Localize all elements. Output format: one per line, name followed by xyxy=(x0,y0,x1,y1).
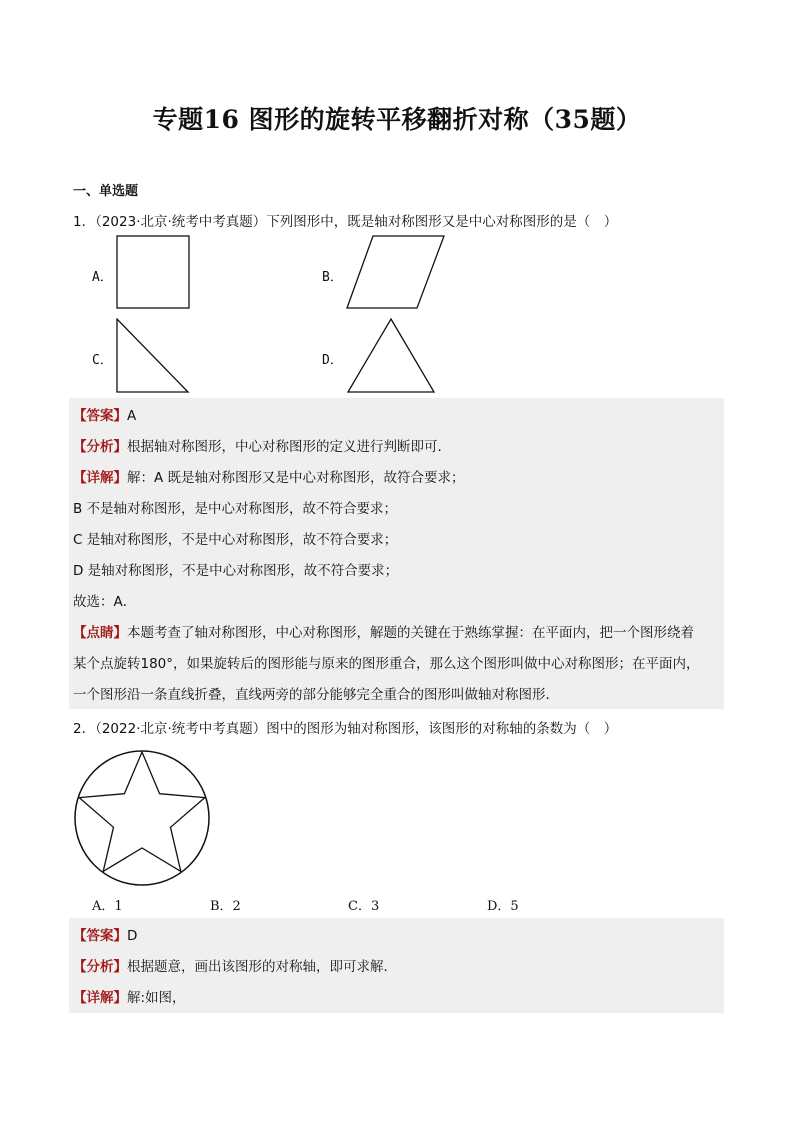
detail-tag: 【详解】 xyxy=(73,470,127,486)
q1-choose-line: 故选：A． xyxy=(73,594,137,610)
analysis-tag: 【分析】 xyxy=(73,439,127,455)
q1-square-figure xyxy=(116,235,191,310)
q1-detail-line xyxy=(73,466,465,486)
q2-detail-line xyxy=(73,986,186,1006)
answer-tag: 【答案】 xyxy=(73,408,127,424)
q2-star-in-circle-figure xyxy=(72,748,212,888)
section-heading: 一、单选题 xyxy=(73,184,139,199)
analysis-tag: 【分析】 xyxy=(73,959,127,975)
q1-comment-line-1 xyxy=(73,621,694,641)
q1-option-b-label: B． xyxy=(322,270,343,285)
q1-analysis-line xyxy=(73,435,451,455)
question-1-stem: 1．（2023·北京·统考中考真题）下列图形中，既是轴对称图形又是中心对称图形的是（ ） xyxy=(73,214,618,230)
q1-parallelogram-figure xyxy=(346,235,446,310)
q2-option-c: C．3 xyxy=(348,899,380,914)
q2-solution-panel xyxy=(69,918,724,1013)
analysis-text: 根据题意，画出该图形的对称轴，即可求解． xyxy=(127,959,397,975)
q2-analysis-line xyxy=(73,955,397,975)
comment-text-1: 本题考查了轴对称图形，中心对称图形，解题的关键在于熟练掌握：在平面内，把一个图形绕着 xyxy=(127,625,694,641)
q2-answer-line xyxy=(73,924,137,944)
comment-tag: 【点睛】 xyxy=(73,625,127,641)
q1-option-a-label: A． xyxy=(92,270,113,285)
page-title: 专题16 图形的旋转平移翻折对称（35题） xyxy=(152,105,642,134)
answer-value: A xyxy=(127,408,137,424)
q1-comment-line-3: 一个图形沿一条直线折叠，直线两旁的部分能够完全重合的图形叫做轴对称图形． xyxy=(73,687,559,703)
answer-tag: 【答案】 xyxy=(73,928,127,944)
detail-tag: 【详解】 xyxy=(73,990,127,1006)
detail-text: 解：A 既是轴对称图形又是中心对称图形，故符合要求； xyxy=(127,470,465,486)
q2-option-a: A．1 xyxy=(92,899,123,914)
q1-right-triangle-figure xyxy=(116,318,191,394)
q1-detail-c: C 是轴对称图形，不是中心对称图形，故不符合要求； xyxy=(73,532,398,548)
q1-triangle-figure xyxy=(346,318,436,394)
q1-answer-line xyxy=(73,404,136,424)
analysis-text: 根据轴对称图形，中心对称图形的定义进行判断即可． xyxy=(127,439,451,455)
detail-text: 解:如图， xyxy=(127,990,186,1006)
q2-option-d: D．5 xyxy=(487,899,519,914)
question-2-stem: 2．（2022·北京·统考中考真题）图中的图形为轴对称图形，该图形的对称轴的条数为（ ） xyxy=(73,721,618,737)
q1-detail-b: B 不是轴对称图形，是中心对称图形，故不符合要求； xyxy=(73,501,398,517)
q1-detail-d: D 是轴对称图形，不是中心对称图形，故不符合要求； xyxy=(73,563,399,579)
q2-option-b: B．2 xyxy=(210,899,241,914)
q1-solution-panel xyxy=(69,398,724,709)
q1-option-c-label: C． xyxy=(92,353,113,368)
answer-value: D xyxy=(127,928,138,944)
q1-comment-line-2: 某个点旋转180°，如果旋转后的图形能与原来的图形重合，那么这个图形叫做中心对称图形；在平面内， xyxy=(73,656,700,672)
q1-option-d-label: D． xyxy=(322,353,343,368)
